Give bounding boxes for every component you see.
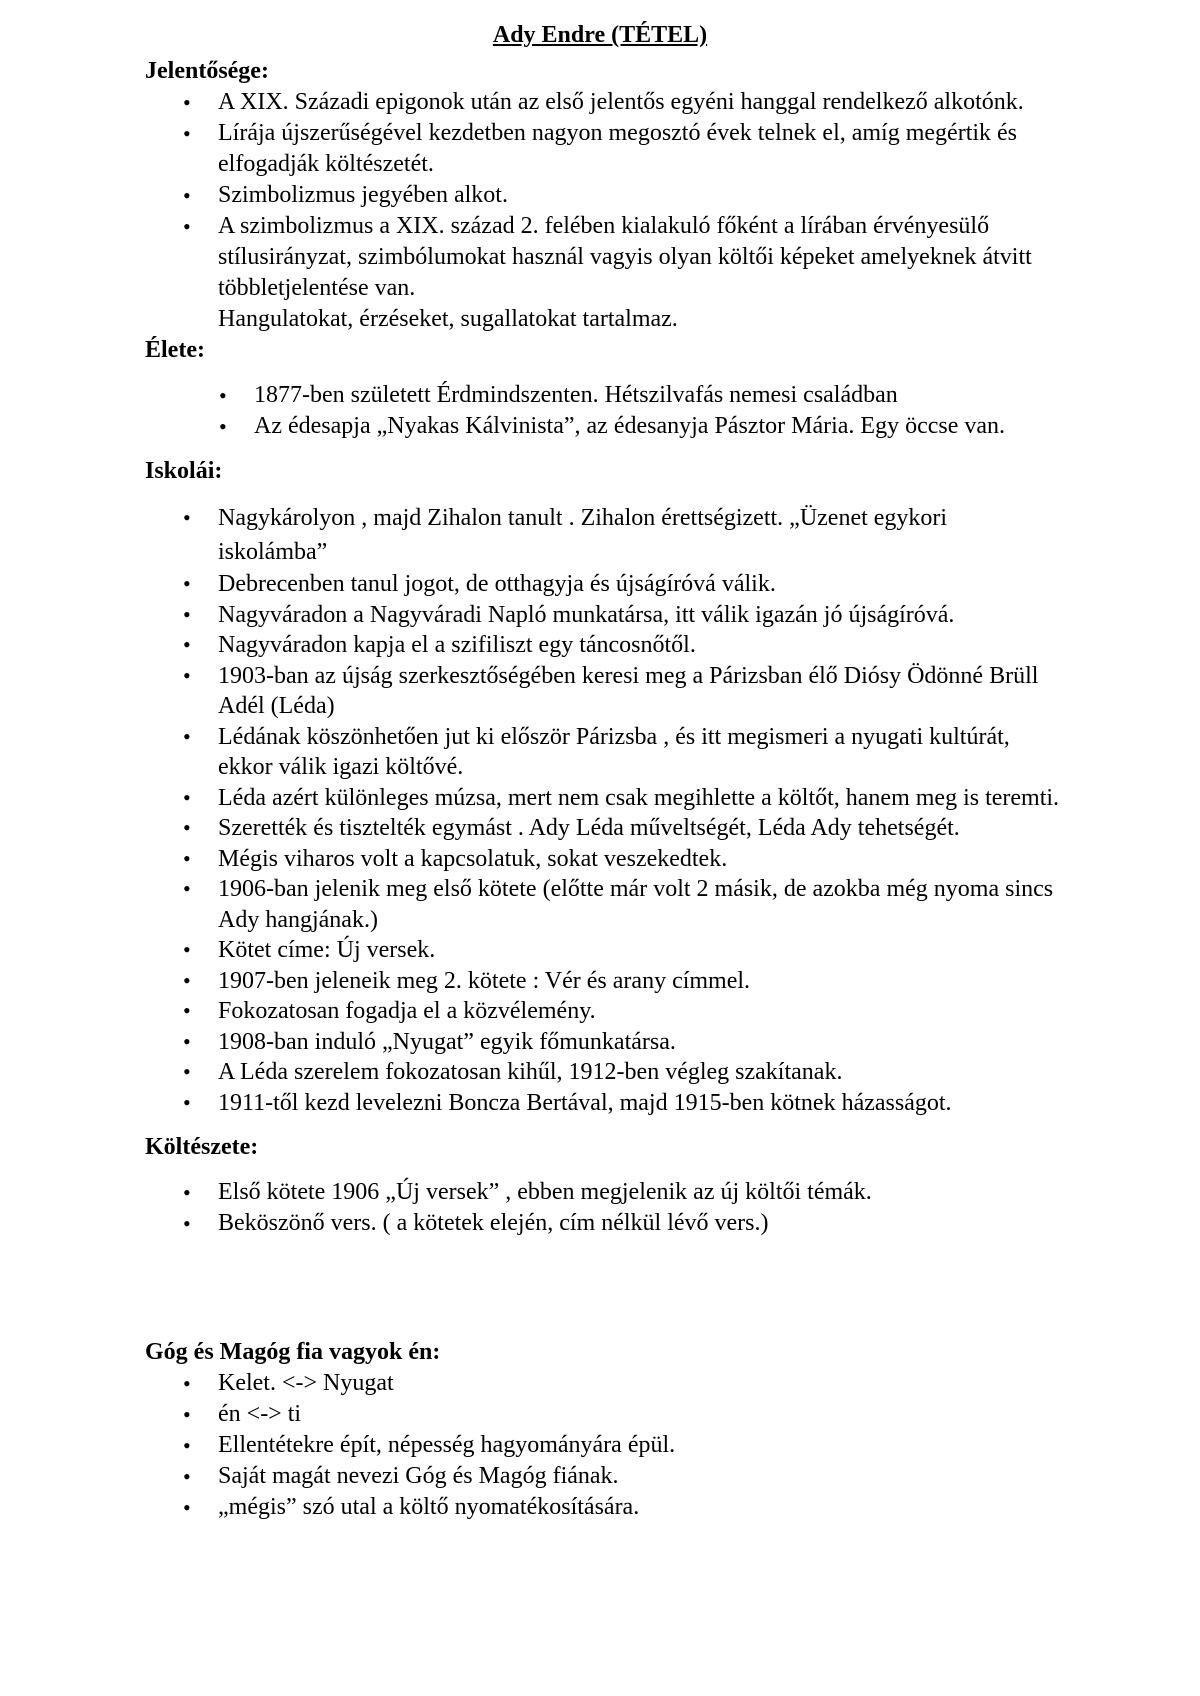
list-item-text: Az édesapja „Nyakas Kálvinista”, az édesanyja Pásztor Mária. Egy öccse van. [254,413,1006,439]
bullet-icon: • [183,505,191,530]
list-item-text: Mégis viharos volt a kapcsolatuk, sokat veszekedtek. [218,845,728,872]
list-item-text: Debrecenben tanul jogot, de otthagyja és újságíróvá válik. [218,571,776,597]
bullet-icon: • [183,662,191,688]
section-heading: Iskolái: [145,458,223,484]
list-item-text: Saját magát nevezi Góg és Magóg fiának. [218,1463,619,1489]
bullet-list [0,501,1200,1118]
list-item-text: Nagyváradon kapja el a szifiliszt egy táncosnőtől. [218,632,696,658]
bullet-icon: • [183,632,191,657]
list-item [0,630,1200,661]
section-heading: Élete: [145,337,205,363]
bullet-icon: • [219,383,227,408]
bullet-list [0,87,1200,304]
list-item [0,1430,1200,1461]
bullet-icon: • [183,1433,191,1458]
list-item-text: Kelet. <-> Nyugat [218,1370,394,1396]
list-item-text: A XIX. Századi epigonok után az első jelentős egyéni hanggal rendelkező alkotónk. [218,89,1024,115]
list-item [0,380,1200,411]
list-item-text: 1911-től kezd levelezni Boncza Bertával, majd 1915-ben kötnek házasságot. [218,1089,952,1116]
list-item-text: Fokozatosan fogadja el a közvélemény. [218,998,596,1024]
list-item [0,722,1200,783]
list-item-text: Nagykárolyon , majd Zihalon tanult . Zihalon érettségizett. „Üzenet egykori iskolámba” [218,505,948,565]
bullet-icon: • [183,1464,191,1489]
bullet-icon: • [183,937,191,962]
list-item-text: 1906-ban jelenik meg első kötete (előtte már volt 2 másik, de azokba még nyoma sincs Ady hangjának.) [218,876,1054,933]
list-item [0,180,1200,211]
list-item-text: Kötet címe: Új versek. [218,937,436,963]
list-item [0,211,1200,304]
bullet-icon: • [183,1089,191,1115]
section-elete [0,335,1200,442]
bullet-list [0,1368,1200,1523]
bullet-icon: • [183,571,191,596]
list-item-text: Léda azért különleges múzsa, mert nem csak megihlette a költőt, hanem meg is teremti. [218,784,1060,811]
section-gog-es-magog [0,1337,1200,1523]
list-item-text: Első kötete 1906 „Új versek” , ebben megjelenik az új költői témák. [218,1179,872,1205]
bullet-icon: • [183,121,191,146]
list-continuation-text: Hangulatokat, érzéseket, sugallatokat tartalmaz. [218,306,678,332]
list-item [0,501,1200,569]
bullet-list [0,1177,1200,1239]
list-item-text: 1907-ben jeleneik meg 2. kötete : Vér és arany címmel. [218,967,751,994]
list-item [0,1177,1200,1208]
bullet-icon: • [183,90,191,115]
section-heading: Költészete: [145,1134,259,1160]
section-iskolai [0,456,1200,1118]
bullet-icon: • [183,1180,191,1205]
bullet-icon: • [183,183,191,208]
list-item-text: Ellentétekre épít, népesség hagyományára épül. [218,1432,676,1458]
list-item-text: 1908-ban induló „Nyugat” egyik főmunkatársa. [218,1028,676,1055]
bullet-icon: • [183,214,191,239]
bullet-icon: • [183,1028,191,1054]
bullet-icon: • [183,1371,191,1396]
bullet-icon: • [183,876,191,901]
list-item [0,966,1200,997]
bullet-list [0,380,1200,442]
bullet-icon: • [183,1059,191,1084]
bullet-icon: • [183,601,191,627]
section-kolteszete [0,1132,1200,1239]
list-item-text: „mégis” szó utal a költő nyomatékosítására. [218,1494,640,1520]
list-item-text: A szimbolizmus a XIX. század 2. felében kialakuló főként a lírában érvényesülő stílusirányzat, szimbólumokat használ vagyis olyan költői képeket amelyeknek átvitt többletjelentése van. [218,213,1032,301]
document-title: Ady Endre (TÉTEL) [492,22,708,48]
list-item [0,1027,1200,1058]
list-item [0,996,1200,1027]
list-item [0,1057,1200,1088]
section-heading: Góg és Magóg fia vagyok én: [145,1339,441,1365]
list-item [0,844,1200,875]
list-item-text: A Léda szerelem fokozatosan kihűl, 1912-ben végleg szakítanak. [218,1059,843,1085]
list-item-text: Szimbolizmus jegyében alkot. [218,182,508,208]
list-item [0,569,1200,600]
list-item [0,935,1200,966]
list-item-text: Lédának köszönhetően jut ki először Párizsba , és itt megismeri a nyugati kultúrát, ekkor válik igazi költővé. [218,723,1010,780]
bullet-icon: • [183,723,191,749]
bullet-icon: • [183,998,191,1023]
list-item [0,1492,1200,1523]
list-item-text: Szerették és tisztelték egymást . Ady Léda műveltségét, Léda Ady tehetségét. [218,815,960,841]
list-item [0,600,1200,631]
list-item [0,813,1200,844]
bullet-icon: • [183,1211,191,1236]
list-item [0,1461,1200,1492]
list-item [0,1399,1200,1430]
list-item [0,783,1200,814]
list-item-text: 1877-ben született Érdmindszenten. Hétszilvafás nemesi családban [254,382,898,408]
list-item [0,874,1200,935]
bullet-icon: • [183,815,191,840]
list-item [0,1208,1200,1239]
list-item [0,87,1200,118]
list-item-text: Beköszönő vers. ( a kötetek elején, cím nélkül lévő vers.) [218,1210,769,1236]
list-item-text: Nagyváradon a Nagyváradi Napló munkatársa, itt válik igazán jó újságíróvá. [218,601,955,628]
bullet-icon: • [183,845,191,871]
list-item [0,118,1200,180]
section-heading: Jelentősége: [145,58,269,84]
list-item [0,1368,1200,1399]
list-item-text: 1903-ban az újság szerkesztőségében keresi meg a Párizsban élő Diósy Ödönné Brüll Adél (Léda) [218,662,1039,719]
bullet-icon: • [183,784,191,810]
list-item-text: én <-> ti [218,1401,302,1427]
bullet-icon: • [183,1402,191,1427]
list-item [0,1088,1200,1119]
list-item [0,411,1200,442]
bullet-icon: • [219,414,227,439]
bullet-icon: • [183,1495,191,1520]
list-item-text: Lírája újszerűségével kezdetben nagyon megosztó évek telnek el, amíg megértik és elfogadják költészetét. [218,120,1018,177]
list-item [0,661,1200,722]
bullet-icon: • [183,967,191,993]
section-jelentosege [0,56,1200,335]
